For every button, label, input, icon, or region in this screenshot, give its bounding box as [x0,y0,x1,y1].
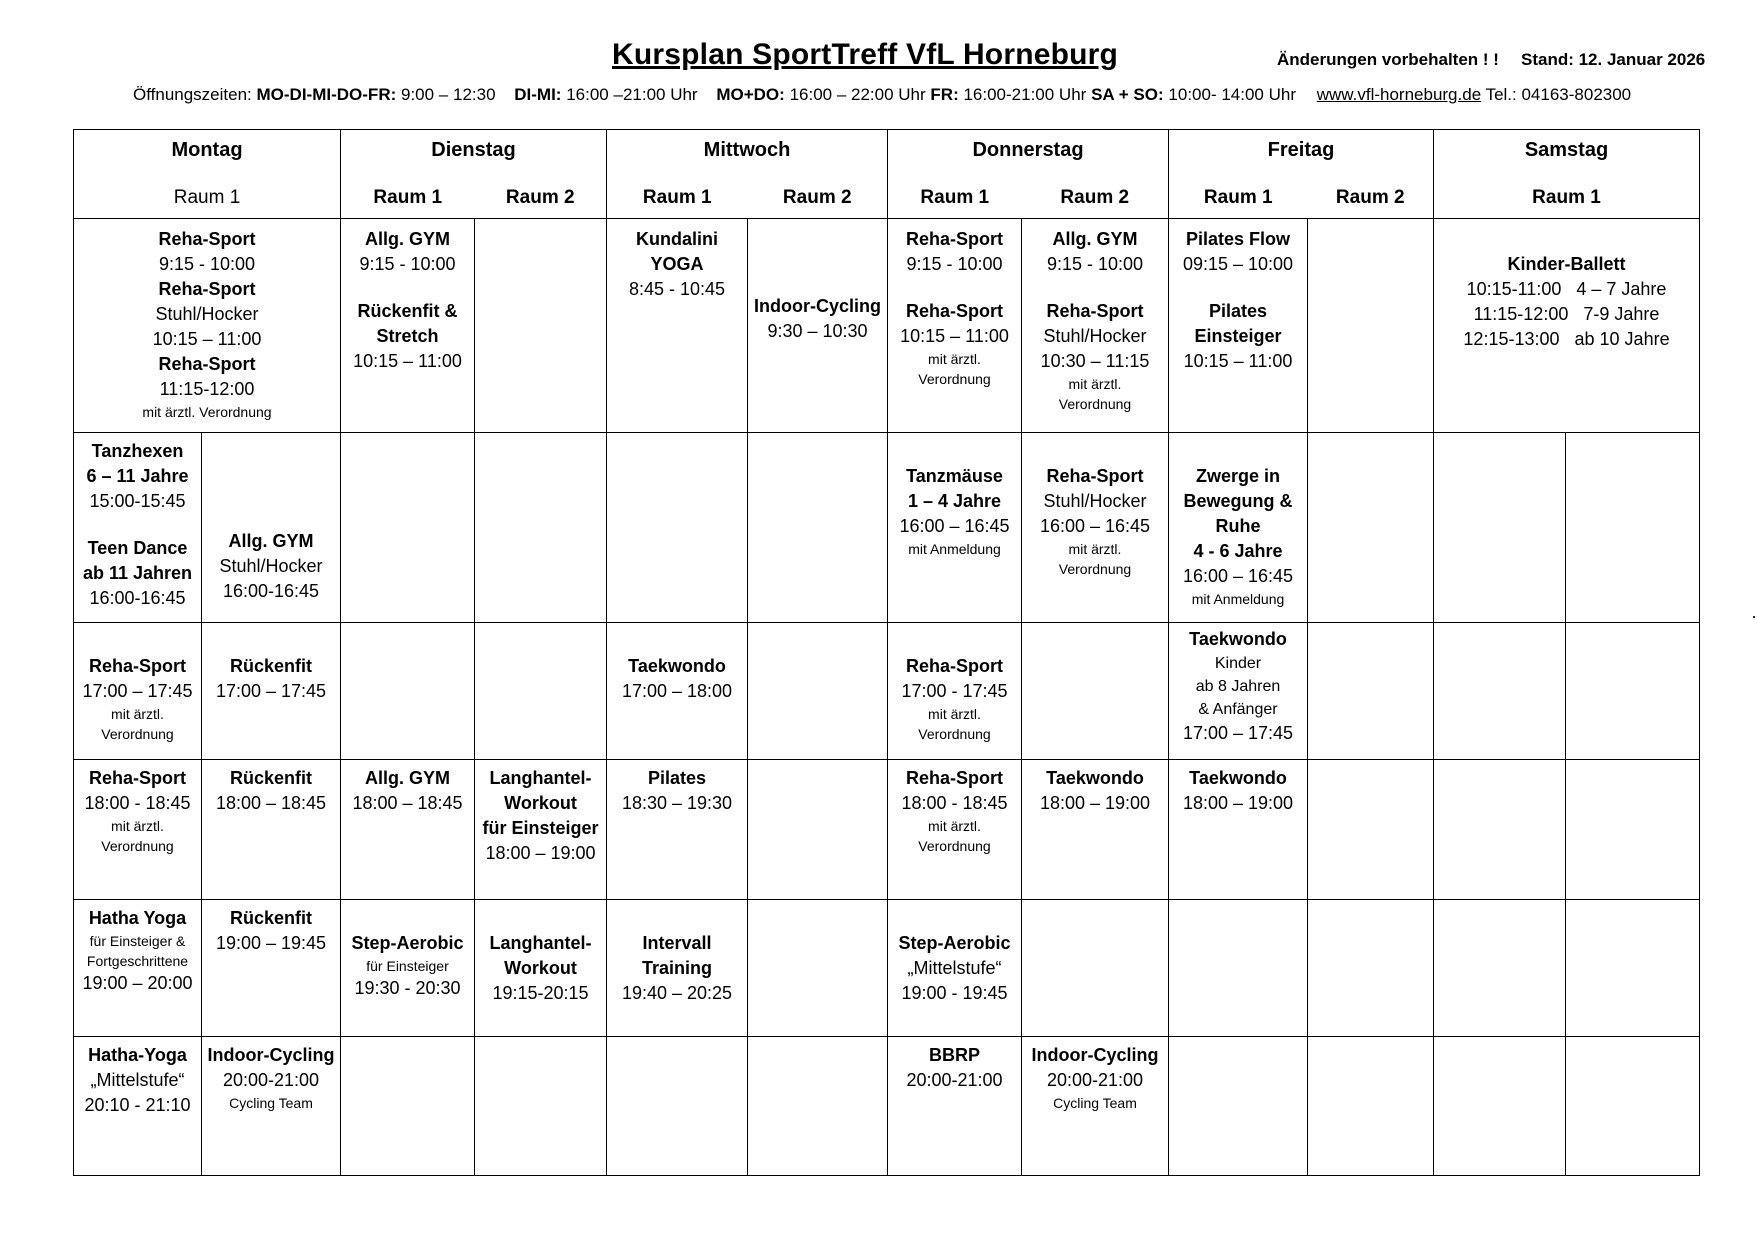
course-detail: „Mittelstufe“ [907,958,1002,978]
empty-cell [1566,623,1700,760]
course-note: mit ärztl. Verordnung [142,404,272,420]
course-note: Verordnung [918,838,991,854]
course-name: für Einsteiger [482,818,599,838]
course-name: Allg. GYM [365,229,450,249]
hours-3-days: MO+DO: [716,85,785,104]
course-detail: Stuhl/Hocker [155,304,259,324]
course-detail: 4 - 6 Jahre [1193,541,1283,561]
course-note: Verordnung [101,838,174,854]
course-note: mit ärztl. [1068,376,1122,392]
course-name: Rückenfit & [357,301,458,321]
day-donnerstag: Donnerstag [888,130,1169,177]
course-cell [74,760,202,900]
empty-cell [1308,433,1434,623]
day-mittwoch: Mittwoch [607,130,888,177]
day-freitag: Freitag [1169,130,1434,177]
empty-cell [475,433,607,623]
course-time: 11:15-12:00 [159,379,255,399]
course-name: Kinder-Ballett [1507,254,1626,274]
course-name: Tanzmäuse [906,466,1003,486]
course-time: 18:00 – 19:00 [1039,793,1151,813]
website-link[interactable]: www.vfl-horneburg.de [1316,85,1482,104]
course-name: Reha-Sport [1046,466,1144,486]
empty-cell [1434,623,1566,760]
course-time: 9:15 - 10:00 [158,254,256,274]
course-time: 20:00-21:00 [906,1070,1003,1090]
course-name: Hatha Yoga [88,908,187,928]
course-cell [1022,1037,1169,1176]
course-cell [74,1037,202,1176]
course-name: YOGA [650,254,704,274]
course-name: Einsteiger [1194,326,1282,346]
course-time: 19:15-20:15 [492,983,589,1003]
phone: Tel.: 04163-802300 [1485,85,1632,104]
course-time: 09:15 – 10:00 [1182,254,1294,274]
course-cell [607,623,748,760]
empty-cell [748,760,888,900]
empty-cell [1169,900,1308,1037]
empty-cell [1022,900,1169,1037]
course-note: Verordnung [1058,561,1132,577]
slot-row-morning [74,219,1700,433]
hours-5-time: 10:00- 14:00 Uhr [1168,85,1296,104]
stand-date: Stand: 12. Januar 2026 [1521,50,1706,69]
course-time: 10:15-11:00 4 – 7 Jahre [1466,279,1667,299]
course-name: Pilates Flow [1185,229,1291,249]
course-time: 18:00 - 18:45 [84,793,191,813]
schedule-table [73,129,1700,1176]
empty-cell [341,623,475,760]
course-name: Indoor-Cycling [754,296,881,316]
course-time: 17:00 – 17:45 [215,681,327,701]
empty-cell [1566,760,1700,900]
course-cell [888,760,1022,900]
course-cell [202,623,341,760]
empty-cell [748,623,888,760]
course-cell [1169,219,1308,433]
course-cell [1022,433,1169,623]
hours-4-time: 16:00-21:00 Uhr [963,85,1087,104]
course-time: 20:10 - 21:10 [84,1095,191,1115]
course-note: mit ärztl. [928,351,981,367]
hours-1-time: 9:00 – 12:30 [401,85,496,104]
course-cell [1022,760,1169,900]
course-time: 19:00 – 20:00 [82,973,193,993]
empty-cell [748,433,888,623]
course-name: Teen Dance [87,538,188,558]
course-cell [202,760,341,900]
course-detail: ab 8 Jahren [1195,678,1281,695]
slot-row-19 [74,900,1700,1037]
course-cell [888,219,1022,433]
course-detail: 6 – 11 Jahre [86,466,189,486]
day-dienstag: Dienstag [341,130,607,177]
slot-row-17 [74,623,1700,760]
course-name: Pilates [1208,301,1268,321]
course-note: mit Anmeldung [908,541,1001,557]
course-detail: Stuhl/Hocker [219,556,323,576]
course-note: mit ärztl. [1068,541,1122,557]
course-note: mit ärztl. [928,818,981,834]
course-cell [341,760,475,900]
room-sa-1: Raum 1 [1434,176,1700,219]
course-cell [475,760,607,900]
course-time: 10:30 – 11:15 [1040,351,1150,371]
empty-cell [748,1037,888,1176]
course-cell [1022,219,1169,433]
course-note: Cycling Team [229,1095,313,1111]
course-name: Zwerge in [1195,466,1280,486]
hours-4-days: FR: [930,85,959,104]
course-name: Reha-Sport [1046,301,1144,321]
course-name: Rückenfit [229,768,312,788]
empty-cell [607,1037,748,1176]
slot-row-afternoon [74,433,1700,623]
room-di-2: Raum 2 [475,176,607,219]
empty-cell [1169,1037,1308,1176]
course-cell [475,900,607,1037]
course-time: 19:00 – 19:45 [215,933,327,953]
course-time: 18:00 – 18:45 [352,793,463,813]
hours-5-days: SA + SO: [1091,85,1164,104]
room-mi-1: Raum 1 [607,176,748,219]
course-time: 17:00 - 17:45 [901,681,1008,701]
course-name: Pilates [647,768,707,788]
course-name: Training [641,958,712,978]
margin-mark: · [1751,606,1757,626]
day-header-row [74,130,1700,177]
course-note: Verordnung [1058,396,1132,412]
course-detail: 1 – 4 Jahre [907,491,1002,511]
course-note: mit ärztl. [928,706,981,722]
course-name: Rückenfit [229,656,312,676]
course-time: 10:15 – 11:00 [152,329,262,349]
course-time: 17:00 – 17:45 [82,681,193,701]
empty-cell [1566,900,1700,1037]
empty-cell [1566,1037,1700,1176]
course-name: Tanzhexen [91,441,184,461]
course-time: 19:40 – 20:25 [621,983,733,1003]
course-cell [202,1037,341,1176]
room-header-row [74,176,1700,219]
course-name: Workout [504,958,577,978]
course-name: Step-Aerobic [351,933,464,953]
course-time: 16:00-16:45 [89,588,186,608]
course-name: Reha-Sport [158,279,256,299]
empty-cell [1308,623,1434,760]
course-time: 15:00-15:45 [89,491,186,511]
course-time: 18:00 – 18:45 [215,793,327,813]
course-time: 9:15 - 10:00 [1046,254,1144,274]
course-cell [1169,623,1308,760]
slot-row-18 [74,760,1700,900]
course-note: mit ärztl. [111,706,164,722]
course-name: Taekwondo [628,656,726,676]
course-cell [607,900,748,1037]
course-name: Allg. GYM [1052,229,1138,249]
course-cell [888,900,1022,1037]
course-name: BBRP [928,1045,980,1065]
course-cell [888,1037,1022,1176]
course-cell [74,900,202,1037]
course-cell [341,900,475,1037]
course-name: Step-Aerobic [898,933,1011,953]
course-cell [1169,433,1308,623]
room-fr-2: Raum 2 [1308,176,1434,219]
empty-cell [475,623,607,760]
course-name: Workout [504,793,577,813]
course-name: Reha-Sport [88,656,186,676]
empty-cell [341,433,475,623]
course-note: Verordnung [918,371,991,387]
course-time: 17:00 – 18:00 [621,681,733,701]
course-cell [202,433,341,623]
course-time: 16:00-16:45 [222,581,320,601]
course-name: Reha-Sport [905,301,1003,321]
opening-hours [133,78,1631,105]
course-cell [1434,219,1700,433]
course-name: Stretch [376,326,439,346]
course-time: 8:45 - 10:45 [628,279,726,299]
hours-2-time: 16:00 –21:00 Uhr [566,85,698,104]
course-cell [888,433,1022,623]
course-detail: Kinder [1214,655,1262,672]
course-name: Allg. GYM [228,531,314,551]
course-detail: für Einsteiger & [89,933,186,949]
empty-cell [1308,900,1434,1037]
hours-1-days: MO-DI-MI-DO-FR: [256,85,397,104]
course-cell [341,219,475,433]
course-name: Taekwondo [1046,768,1144,788]
slot-row-20 [74,1037,1700,1176]
course-detail: & Anfänger [1198,701,1278,718]
empty-cell [1308,760,1434,900]
room-fr-1: Raum 1 [1169,176,1308,219]
course-time: 18:30 – 19:30 [621,793,733,813]
empty-cell [1022,623,1169,760]
course-time: 10:15 – 11:00 [353,351,462,371]
course-time: 18:00 – 19:00 [1182,793,1294,813]
course-time: 19:30 - 20:30 [354,978,461,998]
course-cell [888,623,1022,760]
course-note: Cycling Team [1053,1095,1137,1111]
course-name: Reha-Sport [905,229,1003,249]
course-detail: für Einsteiger [366,958,449,974]
room-mi-2: Raum 2 [748,176,888,219]
course-time: 18:00 – 19:00 [485,843,596,863]
empty-cell [475,1037,607,1176]
course-time: 10:15 – 11:00 [900,326,1009,346]
course-time: 9:15 - 10:00 [906,254,1003,274]
course-time: 11:15-12:00 7-9 Jahre [1473,304,1660,324]
course-name: Taekwondo [1189,768,1287,788]
course-note: mit Anmeldung [1191,591,1285,607]
empty-cell [1434,433,1566,623]
course-name: Kundalini [636,229,718,249]
course-name: Ruhe [1215,516,1261,536]
course-time: 18:00 - 18:45 [901,793,1008,813]
course-time: 16:00 – 16:45 [899,516,1010,536]
course-cell [74,623,202,760]
course-time: 12:15-13:00 ab 10 Jahre [1463,329,1670,349]
course-cell [74,433,202,623]
course-cell [74,219,341,433]
hours-2-days: DI-MI: [514,85,562,104]
course-note: mit ärztl. [111,818,164,834]
course-detail: Stuhl/Hocker [1043,326,1147,346]
course-note: Verordnung [918,726,991,742]
course-time: 9:15 - 10:00 [359,254,456,274]
empty-cell [1308,219,1434,433]
course-name: Reha-Sport [158,229,256,249]
course-time: 16:00 – 16:45 [1039,516,1151,536]
course-time: 19:00 - 19:45 [901,983,1008,1003]
day-montag: Montag [74,130,341,177]
course-cell [748,219,888,433]
course-name: Reha-Sport [88,768,186,788]
empty-cell [1434,760,1566,900]
room-mo-1: Raum 1 [74,176,341,219]
course-time: 20:00-21:00 [222,1070,320,1090]
course-detail: Stuhl/Hocker [1043,491,1147,511]
empty-cell [1308,1037,1434,1176]
course-detail: „Mittelstufe“ [90,1070,185,1090]
room-do-2: Raum 2 [1022,176,1169,219]
course-detail: ab 11 Jahren [82,563,193,583]
course-name: Langhantel- [489,933,592,953]
course-time: 10:15 – 11:00 [1183,351,1293,371]
changes-notice: Änderungen vorbehalten ! ! [1277,50,1499,69]
course-time: 17:00 – 17:45 [1182,723,1294,743]
course-name: Reha-Sport [158,354,256,374]
course-name: Hatha-Yoga [88,1045,187,1065]
empty-cell [748,900,888,1037]
course-time: 20:00-21:00 [1046,1070,1144,1090]
course-cell [607,219,748,433]
empty-cell [1434,900,1566,1037]
course-name: Indoor-Cycling [207,1045,335,1065]
course-cell [202,900,341,1037]
course-detail: Fortgeschrittene [86,953,189,969]
course-name: Rückenfit [229,908,312,928]
empty-cell [475,219,607,433]
course-name: Bewegung & [1183,491,1293,511]
course-name: Indoor-Cycling [1031,1045,1159,1065]
hours-label: Öffnungszeiten: [133,85,252,104]
empty-cell [1566,433,1700,623]
course-note: Verordnung [101,726,174,742]
empty-cell [607,433,748,623]
course-cell [607,760,748,900]
course-name: Taekwondo [1189,629,1287,649]
course-name: Intervall [642,933,712,953]
course-name: Reha-Sport [905,768,1003,788]
room-do-1: Raum 1 [888,176,1022,219]
empty-cell [341,1037,475,1176]
room-di-1: Raum 1 [341,176,475,219]
course-cell [1169,760,1308,900]
course-name: Langhantel- [489,768,592,788]
course-name: Allg. GYM [365,768,450,788]
day-samstag: Samstag [1434,130,1700,177]
hours-3-time: 16:00 – 22:00 Uhr [789,85,926,104]
page-title: Kursplan SportTreff VfL Horneburg [612,38,1119,71]
course-time: 16:00 – 16:45 [1182,566,1294,586]
empty-cell [1434,1037,1566,1176]
course-name: Reha-Sport [905,656,1003,676]
course-time: 9:30 – 10:30 [767,321,868,341]
